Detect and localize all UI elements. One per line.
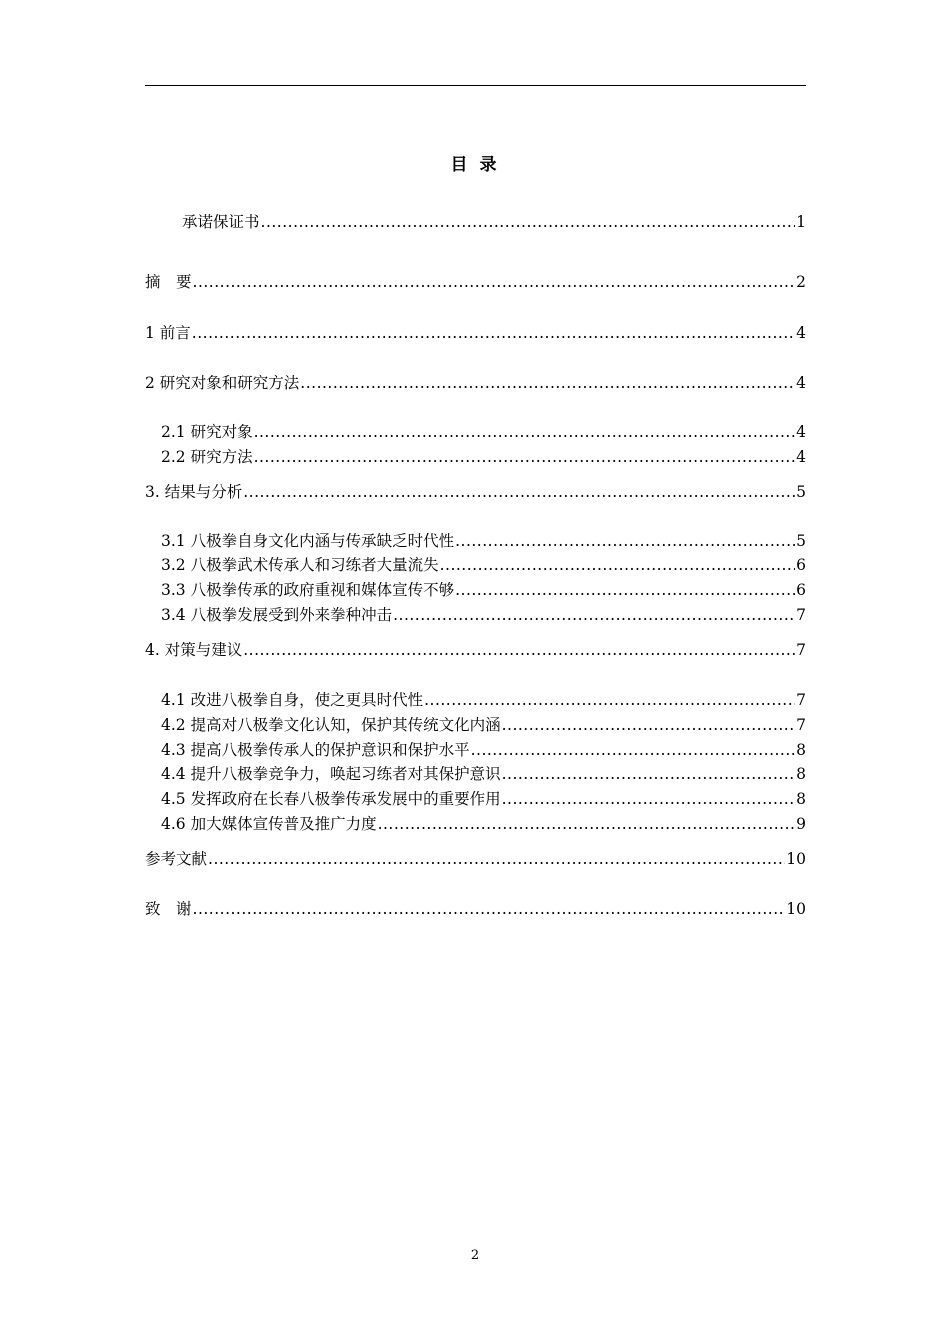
- toc-leader-dots: [192, 322, 795, 344]
- toc-leader-dots: [455, 530, 795, 552]
- toc-leader-dots: [254, 446, 796, 468]
- toc-entry-text: 2.1 研究对象: [161, 423, 253, 441]
- toc-entry-page: 5: [796, 532, 806, 550]
- toc-entry-section-4-5[interactable]: [161, 788, 806, 810]
- toc-entry-section-2-2[interactable]: [161, 446, 806, 468]
- toc-leader-dots: [378, 813, 796, 835]
- toc-entry-text: 4.6 加大媒体宣传普及推广力度: [161, 815, 377, 833]
- toc-entry-section-3-1[interactable]: [161, 530, 806, 552]
- toc-entry-page: 5: [796, 483, 806, 501]
- toc-entry-text: 4.3 提高八极拳传承人的保护意识和保护水平: [161, 741, 470, 759]
- toc-entry-page: 7: [796, 691, 806, 709]
- toc-entry-section-4[interactable]: [145, 639, 806, 661]
- toc-entry-text: 3.4 八极拳发展受到外来拳种冲击: [161, 606, 393, 624]
- toc-entry-text: 3.2 八极拳武术传承人和习练者大量流失: [161, 556, 439, 574]
- toc-entry-text: 3.1 八极拳自身文化内涵与传承缺乏时代性: [161, 532, 455, 550]
- toc-entry-page: 10: [786, 850, 806, 868]
- toc-title: 目 录: [450, 155, 500, 175]
- page-number: 2: [470, 1248, 480, 1263]
- toc-entry-page: 4: [796, 324, 806, 342]
- toc-entry-page: 4: [796, 423, 806, 441]
- toc-entry-text: 参考文献: [145, 850, 208, 868]
- toc-entry-section-4-1[interactable]: [161, 689, 806, 711]
- toc-entry-section-2-1[interactable]: [161, 421, 806, 443]
- toc-entry-text: 摘 要: [145, 273, 192, 291]
- toc-entry-section-3-4[interactable]: [161, 604, 806, 626]
- toc-leader-dots: [502, 788, 796, 810]
- toc-entry-text: 致 谢: [145, 900, 192, 918]
- toc-entry-page: 7: [796, 606, 806, 624]
- toc-entry-page: 8: [796, 790, 806, 808]
- toc-leader-dots: [208, 848, 785, 870]
- toc-entry-acknowledgements[interactable]: [145, 898, 806, 920]
- toc-entry-section-3-2[interactable]: [161, 554, 806, 576]
- toc-entry-text: 4. 对策与建议: [145, 641, 243, 659]
- toc-entry-page: 2: [796, 273, 806, 291]
- toc-entry-text: 3.3 八极拳传承的政府重视和媒体宣传不够: [161, 581, 455, 599]
- toc-leader-dots: [254, 421, 796, 443]
- toc-entry-text: 1 前言: [145, 324, 191, 342]
- toc-leader-dots: [393, 604, 795, 626]
- toc-entry-page: 7: [796, 716, 806, 734]
- toc-entry-page: 6: [796, 581, 806, 599]
- toc-entry-text: 4.5 发挥政府在长春八极拳传承发展中的重要作用: [161, 790, 501, 808]
- toc-entry-page: 10: [786, 900, 806, 918]
- toc-entry-section-2[interactable]: [145, 372, 806, 394]
- toc-entry-section-4-4[interactable]: [161, 763, 806, 785]
- header-rule: [145, 85, 806, 86]
- toc-leader-dots: [502, 714, 796, 736]
- toc-entry-references[interactable]: [145, 848, 806, 870]
- toc-leader-dots: [300, 372, 795, 394]
- toc-entry-section-1[interactable]: [145, 322, 806, 344]
- toc-entry-text: 3. 结果与分析: [145, 483, 243, 501]
- toc-entry-page: 1: [796, 213, 806, 231]
- toc-entry-page: 4: [796, 374, 806, 392]
- toc-entry-text: 2.2 研究方法: [161, 448, 253, 466]
- toc-leader-dots: [455, 579, 795, 601]
- toc-entry-text: 承诺保证书: [182, 213, 260, 231]
- toc-entry-text: 4.1 改进八极拳自身，使之更具时代性: [161, 691, 424, 709]
- toc-leader-dots: [424, 689, 795, 711]
- toc-entry-section-4-2[interactable]: [161, 714, 806, 736]
- toc-entry-page: 4: [796, 448, 806, 466]
- toc-entry-page: 8: [796, 765, 806, 783]
- toc-entry-pledge[interactable]: [182, 211, 806, 233]
- toc-leader-dots: [502, 763, 796, 785]
- toc-entry-abstract[interactable]: [145, 271, 806, 293]
- toc-leader-dots: [440, 554, 796, 576]
- toc-leader-dots: [243, 639, 795, 661]
- toc-entry-page: 9: [796, 815, 806, 833]
- toc-leader-dots: [243, 481, 795, 503]
- toc-entry-section-4-3[interactable]: [161, 739, 806, 761]
- toc-entry-section-3[interactable]: [145, 481, 806, 503]
- toc-leader-dots: [193, 271, 796, 293]
- toc-entry-page: 8: [796, 741, 806, 759]
- toc-leader-dots: [261, 211, 796, 233]
- toc-entry-page: 7: [796, 641, 806, 659]
- toc-entry-page: 6: [796, 556, 806, 574]
- toc-entry-section-4-6[interactable]: [161, 813, 806, 835]
- toc-entry-text: 4.4 提升八极拳竞争力，唤起习练者对其保护意识: [161, 765, 501, 783]
- toc-leader-dots: [471, 739, 796, 761]
- toc-entry-text: 2 研究对象和研究方法: [145, 374, 300, 392]
- toc-leader-dots: [193, 898, 786, 920]
- toc-entry-section-3-3[interactable]: [161, 579, 806, 601]
- toc-entry-text: 4.2 提高对八极拳文化认知，保护其传统文化内涵: [161, 716, 501, 734]
